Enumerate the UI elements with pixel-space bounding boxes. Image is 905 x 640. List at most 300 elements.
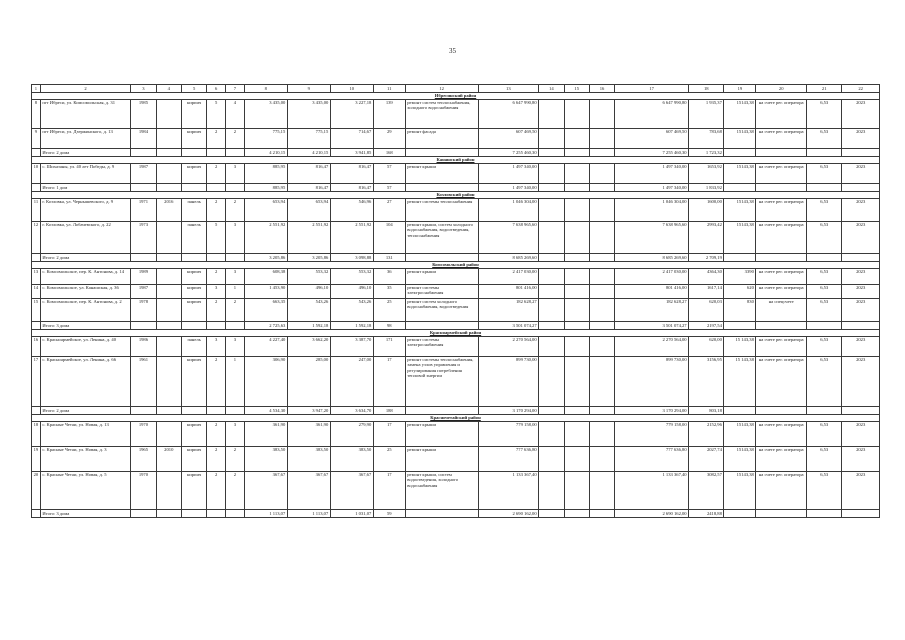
cell-col-13: 1 046 304,00 <box>478 199 539 222</box>
cell-col-6: 2 <box>207 299 226 322</box>
cell-col-15 <box>564 472 589 510</box>
cell-col-22: 2023 <box>842 357 880 407</box>
cell-col-15 <box>564 447 589 472</box>
total-col-17: 2 690 162,00 <box>615 510 689 518</box>
cell-col-10: 553,32 <box>330 269 373 285</box>
cell-col-22: 2023 <box>842 199 880 222</box>
cell-col-12: ремонт крыши <box>405 447 478 472</box>
cell-col-12: ремонт системы теплоснабжения <box>405 199 478 222</box>
total-col-15 <box>564 184 589 192</box>
column-number-12: 12 <box>405 85 478 93</box>
cell-col-17: 2 417 030,00 <box>615 269 689 285</box>
cell-col-2: с. Шихазаны, ул. 40 лет Победы, д. 9 <box>40 164 130 184</box>
column-number-9: 9 <box>287 85 330 93</box>
cell-col-21: 6,53 <box>807 447 842 472</box>
district-header-row <box>32 262 880 269</box>
total-col-9: 3 947,20 <box>287 407 330 415</box>
cell-col-6: 3 <box>207 337 226 357</box>
cell-col-21: 6,53 <box>807 164 842 184</box>
cell-col-13: 801 416,00 <box>478 285 539 299</box>
column-number-19: 19 <box>724 85 756 93</box>
total-col-22 <box>842 254 880 262</box>
cell-col-20: на счете рег. оператора <box>756 447 807 472</box>
total-label: Итого: 1 дом <box>40 184 130 192</box>
total-col-13: 7 255 460,30 <box>478 149 539 157</box>
cell-col-1: 19 <box>32 447 41 472</box>
cell-col-11: 35 <box>373 285 405 299</box>
total-col-19 <box>724 149 756 157</box>
cell-col-5: кирпич <box>181 269 206 285</box>
total-col-17: 3 170 294,00 <box>615 407 689 415</box>
total-label: Итого: 3 дома <box>40 510 130 518</box>
cell-col-19: 620 <box>724 285 756 299</box>
total-col-13: 1 497 340,00 <box>478 184 539 192</box>
cell-col-10: 2 551,92 <box>330 222 373 254</box>
cell-col-2: г. Козловка, ул. Лобачевского, д. 22 <box>40 222 130 254</box>
cell-col-15 <box>564 357 589 407</box>
total-col-11: 168 <box>373 149 405 157</box>
cell-col-14 <box>539 199 564 222</box>
cell-col-19: 15143,38 <box>724 129 756 149</box>
total-row <box>32 407 880 415</box>
column-number-5: 5 <box>181 85 206 93</box>
total-col-4 <box>156 149 181 157</box>
total-col-8: 4 210,15 <box>244 149 287 157</box>
cell-col-18: 1653,92 <box>689 164 724 184</box>
cell-col-7: 2 <box>226 129 245 149</box>
cell-col-5: кирпич <box>181 129 206 149</box>
cell-col-7: 3 <box>226 422 245 447</box>
cell-col-4 <box>156 129 181 149</box>
total-col-9: 3 205,86 <box>287 254 330 262</box>
cell-col-17: 899 730,00 <box>615 357 689 407</box>
total-col-1 <box>32 322 41 330</box>
cell-col-4 <box>156 285 181 299</box>
cell-col-20: на счете рег. оператора <box>756 164 807 184</box>
cell-col-9: 553,32 <box>287 269 330 285</box>
cell-col-3: 1987 <box>131 164 156 184</box>
cell-col-9: 285,00 <box>287 357 330 407</box>
total-label: Итого: 3 дома <box>40 322 130 330</box>
total-col-3 <box>131 407 156 415</box>
cell-col-19: 15 143,38 <box>724 337 756 357</box>
cell-col-15 <box>564 222 589 254</box>
cell-col-17: 182 628,27 <box>615 299 689 322</box>
cell-col-10: 3 227,18 <box>330 100 373 129</box>
cell-col-14 <box>539 285 564 299</box>
total-col-10: 1 592,18 <box>330 322 373 330</box>
cell-col-21: 6,53 <box>807 129 842 149</box>
cell-col-14 <box>539 269 564 285</box>
cell-col-9: 3 435,00 <box>287 100 330 129</box>
cell-col-18: 3082,57 <box>689 472 724 510</box>
cell-col-21: 6,53 <box>807 299 842 322</box>
total-col-7 <box>226 149 245 157</box>
cell-col-19: 15143,38 <box>724 199 756 222</box>
total-col-15 <box>564 510 589 518</box>
cell-col-13: 899 730,00 <box>478 357 539 407</box>
cell-col-22: 2023 <box>842 222 880 254</box>
total-label: Итого: 2 дома <box>40 407 130 415</box>
cell-col-7: 2 <box>226 299 245 322</box>
cell-col-11: 17 <box>373 422 405 447</box>
total-col-15 <box>564 322 589 330</box>
total-col-21 <box>807 407 842 415</box>
cell-col-7: 2 <box>226 199 245 222</box>
column-number-8: 8 <box>244 85 287 93</box>
cell-col-9: 3 662,20 <box>287 337 330 357</box>
cell-col-15 <box>564 337 589 357</box>
cell-col-10: 367,67 <box>330 472 373 510</box>
cell-col-9: 816,47 <box>287 164 330 184</box>
page-number: 35 <box>449 47 456 55</box>
cell-col-8: 663,35 <box>244 299 287 322</box>
total-row <box>32 149 880 157</box>
total-col-9: 4 210,15 <box>287 149 330 157</box>
cell-col-4: 2016 <box>156 199 181 222</box>
district-header-row <box>32 93 880 100</box>
total-col-4 <box>156 184 181 192</box>
cell-col-20: на счете рег. оператора <box>756 357 807 407</box>
cell-col-17: 779 158,00 <box>615 422 689 447</box>
cell-col-20: на счете рег. оператора <box>756 199 807 222</box>
cell-col-17: 801 416,00 <box>615 285 689 299</box>
cell-col-12: ремонт систем теплоснабжения, холодного водоснабжения <box>405 100 478 129</box>
cell-col-21: 6,53 <box>807 222 842 254</box>
column-number-22: 22 <box>842 85 880 93</box>
cell-col-6: 2 <box>207 129 226 149</box>
column-number-3: 3 <box>131 85 156 93</box>
column-number-18: 18 <box>689 85 724 93</box>
cell-col-17: 6 647 990,80 <box>615 100 689 129</box>
cell-col-15 <box>564 299 589 322</box>
district-header-row <box>32 330 880 337</box>
total-col-22 <box>842 149 880 157</box>
cell-col-20: на счете рег. оператора <box>756 472 807 510</box>
column-number-13: 13 <box>478 85 539 93</box>
column-number-6: 6 <box>207 85 226 93</box>
total-col-6 <box>207 149 226 157</box>
cell-col-5: панель <box>181 199 206 222</box>
total-col-17: 8 685 269,60 <box>615 254 689 262</box>
total-col-10: 3 098,88 <box>330 254 373 262</box>
total-col-21 <box>807 184 842 192</box>
cell-col-20: на счете рег. оператора <box>756 222 807 254</box>
total-col-13: 3 501 074,27 <box>478 322 539 330</box>
cell-col-2: с. Красные Четаи, ул. Новая, д. 13 <box>40 422 130 447</box>
cell-col-8: 3 435,00 <box>244 100 287 129</box>
total-col-3 <box>131 322 156 330</box>
total-col-15 <box>564 149 589 157</box>
total-col-21 <box>807 322 842 330</box>
total-col-20 <box>756 322 807 330</box>
cell-col-10: 543,26 <box>330 299 373 322</box>
cell-col-13: 1 497 340,00 <box>478 164 539 184</box>
cell-col-7: 2 <box>226 472 245 510</box>
cell-col-22: 2023 <box>842 337 880 357</box>
total-col-1 <box>32 407 41 415</box>
cell-col-21: 6,53 <box>807 422 842 447</box>
cell-col-22: 2023 <box>842 164 880 184</box>
cell-col-3: 1989 <box>131 269 156 285</box>
total-col-12 <box>405 149 478 157</box>
total-col-16 <box>589 510 614 518</box>
cell-col-2: с. Красные Четаи, ул. Новая, д. 3 <box>40 447 130 472</box>
cell-col-14 <box>539 129 564 149</box>
cell-col-5: кирпич <box>181 285 206 299</box>
cell-col-3: 1965 <box>131 447 156 472</box>
cell-col-12: ремонт системы электроснабжения <box>405 285 478 299</box>
cell-col-16 <box>589 285 614 299</box>
cell-col-3: 1970 <box>131 422 156 447</box>
cell-col-8: 608,38 <box>244 269 287 285</box>
cell-col-12: ремонт крыши <box>405 164 478 184</box>
cell-col-16 <box>589 222 614 254</box>
total-col-1 <box>32 254 41 262</box>
cell-col-9: 361,90 <box>287 422 330 447</box>
cell-col-19: 830 <box>724 299 756 322</box>
total-col-20 <box>756 510 807 518</box>
total-col-11: 131 <box>373 254 405 262</box>
cell-col-16 <box>589 164 614 184</box>
cell-col-11: 25 <box>373 447 405 472</box>
cell-col-5: панель <box>181 337 206 357</box>
total-col-5 <box>181 322 206 330</box>
cell-col-20: на счете рег. оператора <box>756 285 807 299</box>
total-col-1 <box>32 149 41 157</box>
cell-col-14 <box>539 164 564 184</box>
cell-col-18: 1600,00 <box>689 199 724 222</box>
total-col-22 <box>842 510 880 518</box>
cell-col-13: 777 636,80 <box>478 447 539 472</box>
cell-col-11: 139 <box>373 100 405 129</box>
table-row <box>32 447 880 472</box>
total-col-12 <box>405 407 478 415</box>
cell-col-20: на спецсчете <box>756 299 807 322</box>
cell-col-6: 5 <box>207 100 226 129</box>
total-col-20 <box>756 407 807 415</box>
total-col-1 <box>32 184 41 192</box>
total-col-22 <box>842 322 880 330</box>
cell-col-14 <box>539 299 564 322</box>
cell-col-6: 5 <box>207 222 226 254</box>
total-col-12 <box>405 510 478 518</box>
total-col-14 <box>539 322 564 330</box>
total-col-18: 1 723,32 <box>689 149 724 157</box>
cell-col-11: 27 <box>373 199 405 222</box>
cell-col-16 <box>589 357 614 407</box>
cell-col-5: кирпич <box>181 100 206 129</box>
cell-col-8: 885,95 <box>244 164 287 184</box>
cell-col-5: кирпич <box>181 164 206 184</box>
cell-col-1: 8 <box>32 100 41 129</box>
cell-col-8: 2 551,92 <box>244 222 287 254</box>
cell-col-22: 2023 <box>842 285 880 299</box>
cell-col-2: г. Козловка, ул. Чернышевского, д. 9 <box>40 199 130 222</box>
cell-col-16 <box>589 337 614 357</box>
cell-col-4 <box>156 269 181 285</box>
cell-col-11: 17 <box>373 472 405 510</box>
cell-col-21: 6,53 <box>807 269 842 285</box>
cell-col-6: 2 <box>207 357 226 407</box>
district-name: Канашский район <box>32 157 880 164</box>
cell-col-20: на счете рег. оператора <box>756 100 807 129</box>
total-col-9: 816,47 <box>287 184 330 192</box>
cell-col-17: 2 270 564,00 <box>615 337 689 357</box>
total-col-1 <box>32 510 41 518</box>
cell-col-17: 777 636,80 <box>615 447 689 472</box>
cell-col-18: 1617,14 <box>689 285 724 299</box>
cell-col-2: с. Комсомольское, пер. К. Антонова, д. 14 <box>40 269 130 285</box>
total-col-7 <box>226 407 245 415</box>
district-header-row <box>32 157 880 164</box>
cell-col-18: 783,68 <box>689 129 724 149</box>
cell-col-8: 653,94 <box>244 199 287 222</box>
cell-col-4 <box>156 422 181 447</box>
column-number-20: 20 <box>756 85 807 93</box>
cell-col-8: 306,90 <box>244 357 287 407</box>
total-col-17: 7 255 460,30 <box>615 149 689 157</box>
cell-col-11: 104 <box>373 222 405 254</box>
total-col-3 <box>131 149 156 157</box>
column-number-21: 21 <box>807 85 842 93</box>
column-number-2: 2 <box>40 85 130 93</box>
cell-col-22: 2023 <box>842 422 880 447</box>
total-col-10: 3 634,70 <box>330 407 373 415</box>
cell-col-15 <box>564 129 589 149</box>
total-col-12 <box>405 254 478 262</box>
cell-col-15 <box>564 100 589 129</box>
table-row <box>32 337 880 357</box>
total-col-12 <box>405 322 478 330</box>
total-col-19 <box>724 184 756 192</box>
table-row <box>32 100 880 129</box>
cell-col-21: 6,53 <box>807 199 842 222</box>
cell-col-8: 367,67 <box>244 472 287 510</box>
table-row <box>32 164 880 184</box>
total-col-9: 1 592,18 <box>287 322 330 330</box>
total-col-19 <box>724 254 756 262</box>
cell-col-14 <box>539 222 564 254</box>
cell-col-1: 20 <box>32 472 41 510</box>
total-col-10: 3 941,85 <box>330 149 373 157</box>
cell-col-22: 2023 <box>842 447 880 472</box>
cell-col-7: 3 <box>226 164 245 184</box>
cell-col-3: 1971 <box>131 199 156 222</box>
cell-col-4 <box>156 299 181 322</box>
column-number-17: 17 <box>615 85 689 93</box>
cell-col-17: 607 469,50 <box>615 129 689 149</box>
total-col-16 <box>589 254 614 262</box>
cell-col-10: 279,90 <box>330 422 373 447</box>
cell-col-18: 620,00 <box>689 337 724 357</box>
total-col-10: 1 031,07 <box>330 510 373 518</box>
total-col-19 <box>724 322 756 330</box>
column-number-1: 1 <box>32 85 41 93</box>
cell-col-16 <box>589 100 614 129</box>
cell-col-16 <box>589 299 614 322</box>
cell-col-12: ремонт системы теплоснабжения, замена узлов управления и регулирования потребления тепловой энергии <box>405 357 478 407</box>
cell-col-1: 11 <box>32 199 41 222</box>
total-col-7 <box>226 322 245 330</box>
cell-col-5: кирпич <box>181 472 206 510</box>
column-number-14: 14 <box>539 85 564 93</box>
total-col-18: 2 709,19 <box>689 254 724 262</box>
cell-col-8: 1 453,90 <box>244 285 287 299</box>
total-col-14 <box>539 149 564 157</box>
cell-col-8: 361,90 <box>244 422 287 447</box>
cell-col-18: 4364,30 <box>689 269 724 285</box>
cell-col-19: 15143,38 <box>724 100 756 129</box>
total-col-14 <box>539 184 564 192</box>
cell-col-3: 1978 <box>131 299 156 322</box>
total-col-13: 3 170 294,00 <box>478 407 539 415</box>
total-col-20 <box>756 149 807 157</box>
district-name: Комсомольский район <box>32 262 880 269</box>
total-col-11: 59 <box>373 510 405 518</box>
total-col-6 <box>207 322 226 330</box>
cell-col-21: 6,53 <box>807 285 842 299</box>
total-col-9: 1 113,07 <box>287 510 330 518</box>
total-col-6 <box>207 254 226 262</box>
cell-col-16 <box>589 472 614 510</box>
cell-col-11: 29 <box>373 129 405 149</box>
cell-col-9: 543,26 <box>287 299 330 322</box>
cell-col-21: 6,53 <box>807 357 842 407</box>
total-col-7 <box>226 254 245 262</box>
cell-col-14 <box>539 422 564 447</box>
cell-col-8: 4 227,40 <box>244 337 287 357</box>
cell-col-18: 2152,96 <box>689 422 724 447</box>
total-col-7 <box>226 184 245 192</box>
cell-col-9: 2 551,92 <box>287 222 330 254</box>
total-col-21 <box>807 254 842 262</box>
cell-col-5: панель <box>181 222 206 254</box>
column-number-row <box>32 85 880 93</box>
cell-col-12: ремонт крыши <box>405 422 478 447</box>
cell-col-16 <box>589 129 614 149</box>
cell-col-1: 14 <box>32 285 41 299</box>
cell-col-7: 3 <box>226 222 245 254</box>
cell-col-7: 3 <box>226 269 245 285</box>
district-name: Козловский район <box>32 192 880 199</box>
total-col-16 <box>589 184 614 192</box>
cell-col-17: 1 497 340,00 <box>615 164 689 184</box>
cell-col-1: 17 <box>32 357 41 407</box>
cell-col-6: 2 <box>207 164 226 184</box>
total-col-8: 2 725,63 <box>244 322 287 330</box>
total-col-22 <box>842 184 880 192</box>
cell-col-13: 7 638 965,60 <box>478 222 539 254</box>
district-header-row <box>32 415 880 422</box>
cell-col-19: 15 143,38 <box>724 357 756 407</box>
cell-col-13: 182 628,27 <box>478 299 539 322</box>
cell-col-17: 7 638 965,60 <box>615 222 689 254</box>
column-number-16: 16 <box>589 85 614 93</box>
total-col-4 <box>156 510 181 518</box>
cell-col-4 <box>156 472 181 510</box>
total-label: Итого: 2 дома <box>40 149 130 157</box>
cell-col-3: 1984 <box>131 129 156 149</box>
total-col-5 <box>181 184 206 192</box>
cell-col-22: 2023 <box>842 269 880 285</box>
total-col-19 <box>724 407 756 415</box>
cell-col-6: 2 <box>207 269 226 285</box>
total-col-14 <box>539 407 564 415</box>
cell-col-15 <box>564 199 589 222</box>
total-col-22 <box>842 407 880 415</box>
total-col-17: 1 497 340,00 <box>615 184 689 192</box>
